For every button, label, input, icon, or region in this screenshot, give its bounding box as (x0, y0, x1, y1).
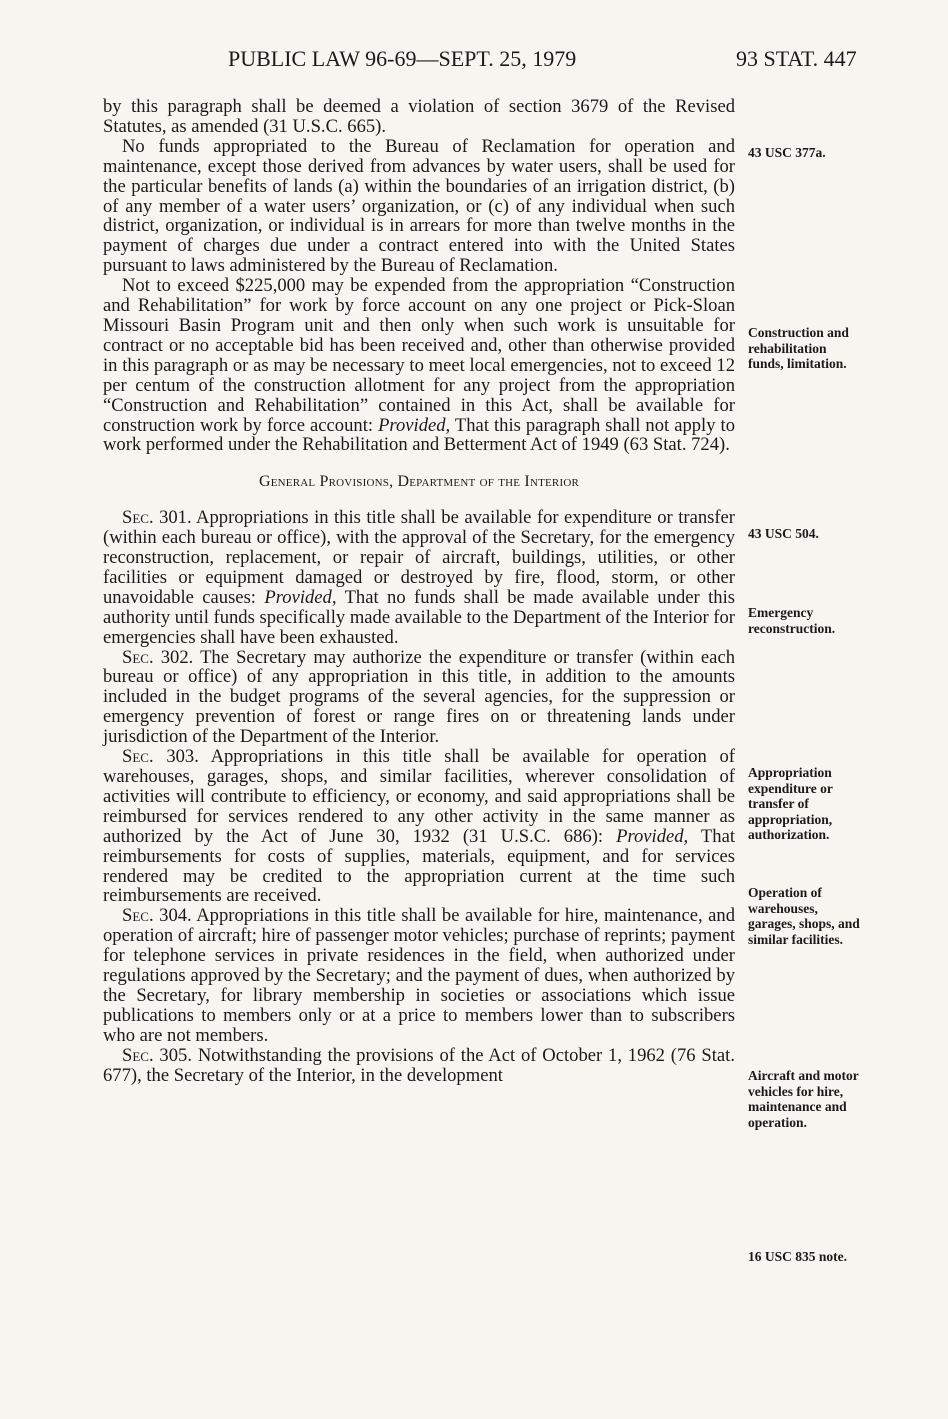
section-302 (103, 648, 735, 748)
margin-note-appropriation-transfer: Appropriation expenditure or transfer of appropriation, authorization. (748, 765, 833, 843)
page-header (0, 46, 948, 80)
section-label: Sec. 304. (122, 905, 192, 927)
section-304 (103, 906, 735, 1045)
provided-term: Provided, (378, 414, 451, 436)
page-number: 93 STAT. 447 (736, 46, 857, 71)
section-303 (103, 747, 735, 906)
section-305-text: Notwithstanding the provisions of the Act of October 1, 1962 (76 Stat. 677), the Secretary of the Interior, in the development (103, 1044, 735, 1086)
paragraph-force-account-proviso: That this paragraph shall not apply to work performed under the Rehabilitation and Betterment Act of 1949 (63 Stat. 724). (103, 414, 736, 456)
margin-note-warehouses: Operation of warehouses, garages, shops, and similar facilities. (748, 885, 860, 947)
paragraph-force-account (103, 276, 735, 455)
margin-note-aircraft-vehicles: Aircraft and motor vehicles for hire, maintenance and operation. (748, 1068, 859, 1130)
paragraph-reclamation-arrears: No funds appropriated to the Bureau of Reclamation for operation and maintenance, except those derived from advances by water users, shall be used for the particular benefits of lands (a) within the boundaries of an irrigation district, (b) of any member of a water users’ organization, or (c) of any individual when such district, organization, or individual is in arrears for more than twelve months in the payment of charges due under a contract entered into with the United States pursuant to laws administered by the Bureau of Reclamation. (103, 135, 735, 277)
section-heading: General Provisions, Department of the Interior (258, 473, 580, 491)
section-301 (103, 508, 735, 647)
paragraph-force-account-text: Not to exceed $225,000 may be expended from the appropriation “Construction and Rehabilitation” for work by force account on any one project or Pick-Sloan Missouri Basin Program unit and then only when such work is unsuitable for contract or no acceptable bid has been received and, other than otherwise provided in this paragraph or as may be necessary to meet local emergencies, not to exceed 12 per centum of the construction allotment for any project from the appropriation “Construction and Rehabilitation” contained in this Act, shall be available for construction work by force account: (103, 275, 735, 436)
margin-note-43-usc-504: 43 USC 504. (748, 526, 819, 541)
section-label: Sec. 301. (122, 507, 192, 529)
section-301-text: Appropriations in this title shall be available for expenditure or transfer (within each bureau or office), with the approval of the Secretary, for the emergency reconstruction, replacement, or repair of aircraft, buildings, utilities, or other facilities or equipment damaged or destroyed by fire, flood, storm, or other unavoidable causes: (103, 507, 735, 608)
page-title: PUBLIC LAW 96-69—SEPT. 25, 1979 (228, 46, 577, 71)
section-304-text: Appropriations in this title shall be available for hire, maintenance, and operation of aircraft; hire of passenger motor vehicles; purchase of reprints; payment for telephone services in private residences in the field, when authorized under regulations approved by the Secretary; and the payment of dues, when authorized by the Secretary, for library membership in societies or associations which issue publications to members only or at a price to members lower than to subscribers who are not members. (103, 905, 736, 1046)
margin-note-emergency-reconstruction: Emergency reconstruction. (748, 605, 836, 636)
margin-note-construction-funds: Construction and rehabilitation funds, limitation. (748, 325, 849, 372)
main-text (103, 97, 735, 1086)
section-label: Sec. 303. (122, 746, 199, 768)
paragraph-continued: by this paragraph shall be deemed a violation of section 3679 of the Revised Statutes, as amended (31 U.S.C. 665). (103, 96, 735, 137)
section-305 (103, 1046, 735, 1086)
section-303-text: Appropriations in this title shall be available for operation of warehouses, garages, shops, and similar facilities, wherever consolidation of activities will contribute to efficiency, or economy, and said appropriations shall be reimbursed for services rendered to any other activity in the same manner as authorized by the Act of June 30, 1932 (31 U.S.C. 686): (103, 746, 735, 847)
margin-note-16-usc-835: 16 USC 835 note. (748, 1249, 848, 1264)
section-303-proviso: That reimbursements for costs of supplies, materials, equipment, and for services rendered may be credited to the appropriation current at the time such reimbursements are received. (103, 825, 735, 907)
section-label: Sec. 305. (122, 1044, 192, 1066)
section-302-text: The Secretary may authorize the expenditure or transfer (within each bureau or office) of any appropriation in this title, in addition to the amounts included in the budget programs of the several agencies, for the suppression or emergency prevention of forest or range fires on or threatening lands under jurisdiction of the Department of the Interior. (103, 646, 735, 748)
provided-term: Provided, (616, 825, 689, 847)
provided-term: Provided, (264, 586, 337, 608)
section-label: Sec. 302. (122, 646, 194, 668)
margin-note-43-usc-377a: 43 USC 377a. (748, 145, 826, 160)
section-301-proviso: That no funds shall be made available under this authority until funds specifically made available to the Department of the Interior for emergencies shall have been exhausted. (103, 586, 735, 648)
